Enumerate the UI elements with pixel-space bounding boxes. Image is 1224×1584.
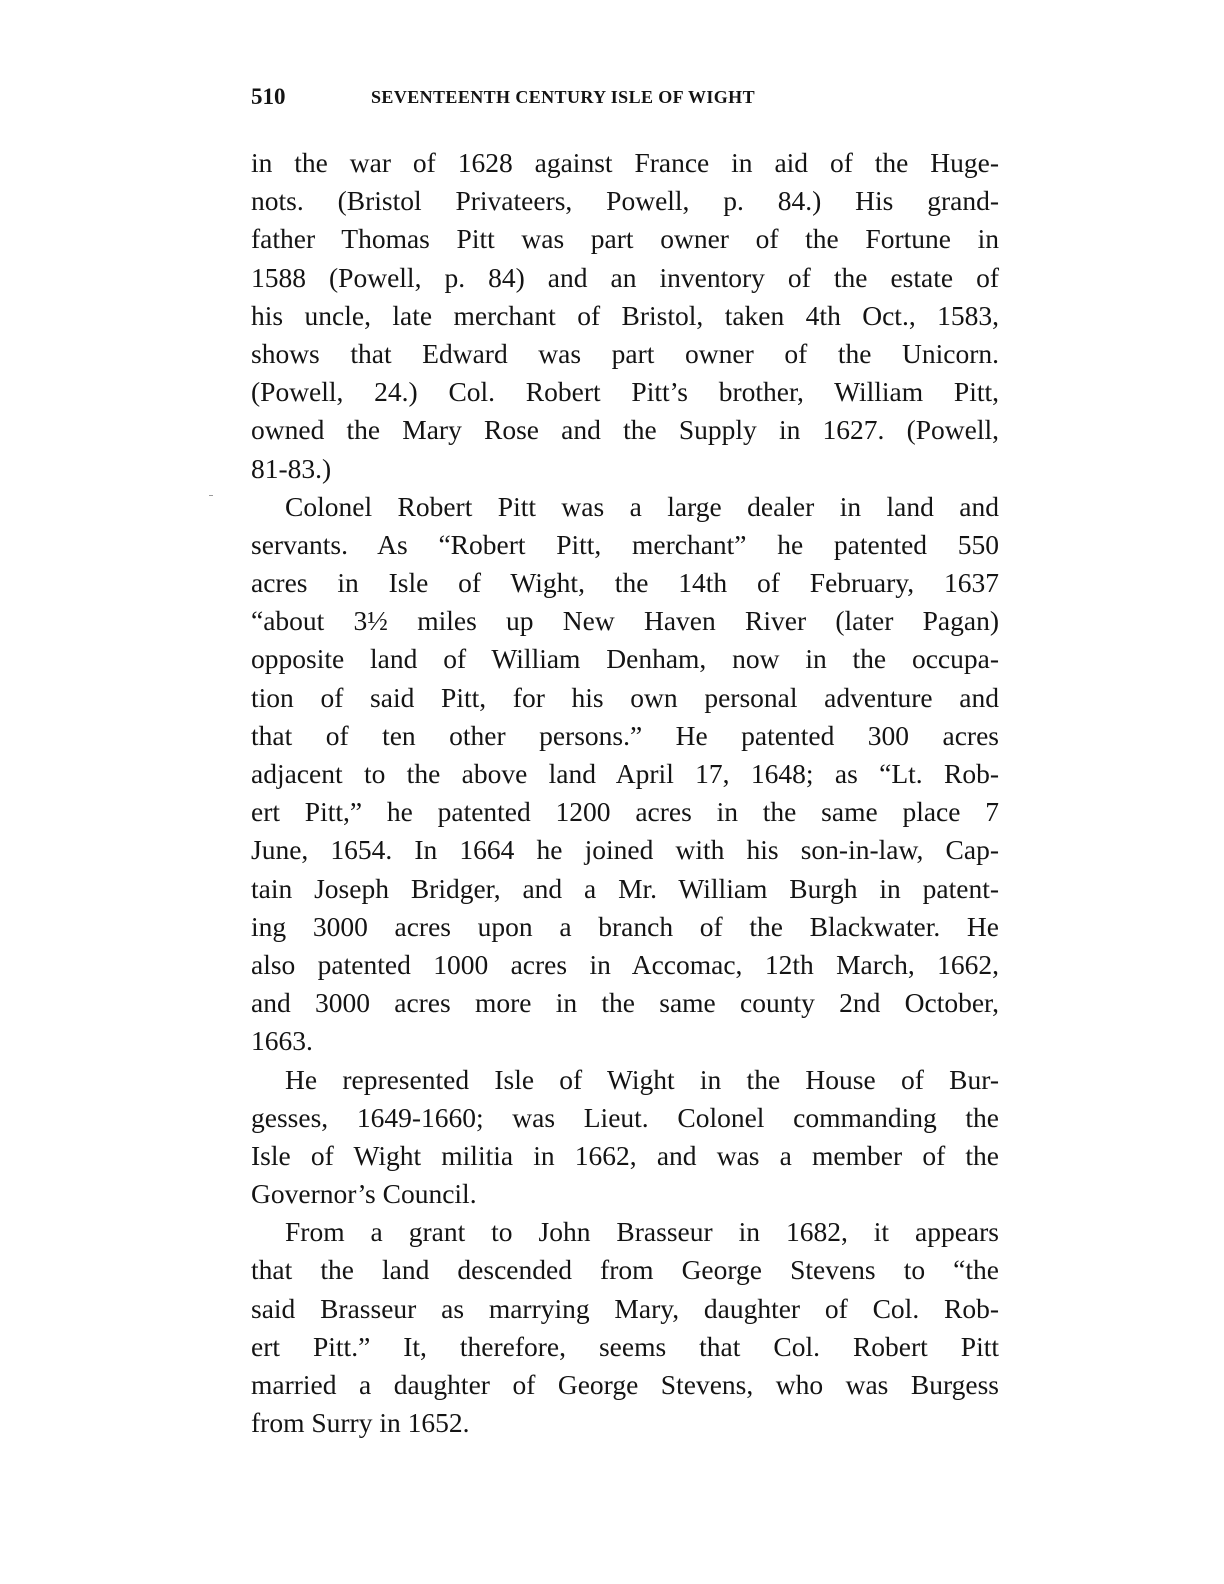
text-line: tion of said Pitt, for his own personal adventure and [251, 681, 999, 713]
text-line: 1588 (Powell, p. 84) and an inventory of the estate of [251, 261, 999, 293]
text-line: June, 1654. In 1664 he joined with his son-in-law, Cap- [251, 834, 999, 866]
text-line: gesses, 1649-1660; was Lieut. Colonel commanding the [251, 1101, 999, 1133]
text-line: and 3000 acres more in the same county 2nd October, [251, 987, 999, 1019]
text-line: He represented Isle of Wight in the House of Bur- [285, 1063, 999, 1095]
text-line: ert Pitt.” It, therefore, seems that Col. Robert Pitt [251, 1330, 999, 1362]
text-line: ert Pitt,” he patented 1200 acres in the same place 7 [251, 796, 999, 828]
text-line: from Surry in 1652. [251, 1407, 470, 1439]
text-line: acres in Isle of Wight, the 14th of February, 1637 [251, 567, 999, 599]
paragraph [251, 488, 999, 1061]
text-line: owned the Mary Rose and the Supply in 1627. (Powell, [251, 414, 999, 446]
text-line: said Brasseur as marrying Mary, daughter of Col. Rob- [251, 1292, 999, 1324]
running-head [251, 84, 1001, 114]
text-line: Colonel Robert Pitt was a large dealer in land and [285, 490, 999, 522]
body-text [251, 144, 999, 1442]
text-line: nots. (Bristol Privateers, Powell, p. 84.) His grand- [251, 185, 999, 217]
text-line: in the war of 1628 against France in aid of the Huge- [251, 147, 999, 178]
page-number: 510 [251, 84, 286, 109]
text-line: Isle of Wight militia in 1662, and was a member of the [251, 1139, 999, 1171]
text-line: that of ten other persons.” He patented 300 acres [251, 719, 999, 751]
text-line: married a daughter of George Stevens, who was Burgess [251, 1369, 999, 1400]
text-line: servants. As “Robert Pitt, merchant” he patented 550 [251, 528, 999, 560]
text-line: ing 3000 acres upon a branch of the Blackwater. He [251, 910, 999, 942]
text-line: 1663. [251, 1025, 313, 1057]
text-line: that the land descended from George Stevens to “the [251, 1254, 999, 1286]
text-line: “about 3½ miles up New Haven River (later Pagan) [251, 605, 999, 637]
text-line: (Powell, 24.) Col. Robert Pitt’s brother, William Pitt, [251, 376, 999, 408]
paragraph [251, 1061, 999, 1214]
text-line: 81-83.) [251, 452, 332, 484]
text-line: Governor’s Council. [251, 1178, 477, 1210]
text-line: opposite land of William Denham, now in the occupa- [251, 643, 999, 675]
text-line: also patented 1000 acres in Accomac, 12th March, 1662, [251, 948, 999, 980]
text-line: father Thomas Pitt was part owner of the Fortune in [251, 223, 999, 255]
text-line: tain Joseph Bridger, and a Mr. William Burgh in patent- [251, 872, 999, 904]
scan-speck [209, 495, 213, 496]
running-title: SEVENTEENTH CENTURY ISLE OF WIGHT [371, 87, 755, 107]
paragraph [251, 1213, 999, 1442]
text-line: his uncle, late merchant of Bristol, taken 4th Oct., 1583, [251, 299, 999, 331]
text-line: shows that Edward was part owner of the Unicorn. [251, 337, 999, 369]
text-line: adjacent to the above land April 17, 1648; as “Lt. Rob- [251, 758, 999, 789]
text-line: From a grant to John Brasseur in 1682, it appears [285, 1216, 999, 1248]
paragraph [251, 144, 999, 488]
